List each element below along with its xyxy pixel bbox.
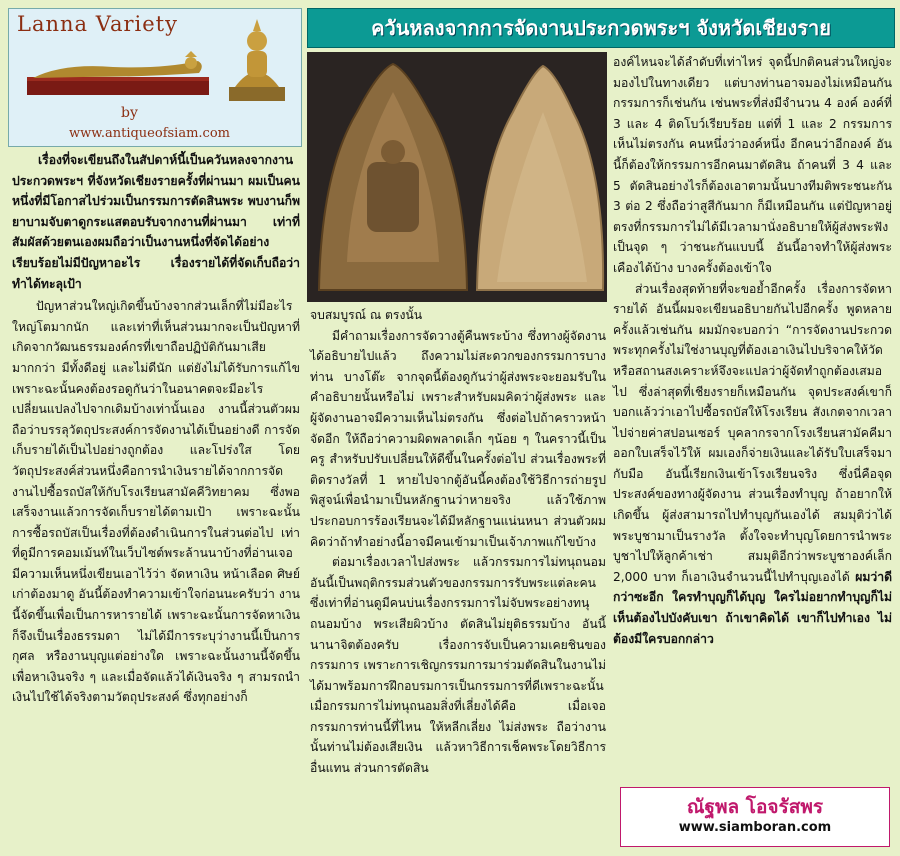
lanna-variety-logo [8, 8, 302, 147]
bold-conclusion: ผมว่าดีกว่าซะอีก ใครทำบุญก็ได้บุญ ใครไม่อยากทำบุญก็ไม่เห็นต้องไปบังคับเขา ถ้าเขาคิดได้ เขาก็ไปทำเอง ไม่ต้องมีใครบอกกล่าว [613, 569, 893, 646]
logo-title: Lanna Variety [17, 12, 178, 36]
seated-buddha-image [223, 17, 291, 103]
paragraph: ต่อมาเรื่องเวลาไปส่งพระ แล้วกรรมการไม่ทนุถนอม อันนี้เป็นพฤติกรรมส่วนตัวของกรรมการรับพระแต่ละคน ซึ่งเท่าที่อ่านดูมีคนบ่นเรื่องกรรมการไม่จับพระอย่างทนุถนอมบ้าง พระเสียผิวบ้าง ตัดสินไม่ยุติธรรมบ้าง อันนี้นานาจิตต้องครับ เรื่องการจับเป็นความเคยชินของกรรมการ เพราะการเชิญกรรมการมาร่วมตัดสินในงานไม่ได้มาพร้อมการฝึกอบรมการเป็นกรรมการที่ดีเพราะฉะนั้นเมื่อกรรมการไม่ทนุถนอมสิ่งที่เลี่ยงได้คือ เมื่อเจอกรรมการท่านนี้ที่ไหน ให้หลีกเลี่ยง ไม่ส่งพระ ถือว่างานนั้นท่านไม่ต้องเสียเงิน แล้วหาวิธีการเช็คพระโดยวิธีการอื่นแทน ส่วนการตัดสิน [310, 555, 606, 776]
paragraph [613, 279, 892, 650]
headline-bar [307, 8, 895, 48]
logo-by: by [121, 105, 138, 121]
lead-paragraph: เรื่องที่จะเขียนถึงในสัปดาห์นี้เป็นควันหลงจากงานประกวดพระฯ ที่จังหวัดเชียงรายครั้งที่ผ่านมา ผมเป็นคนหนึ่งที่มีโอกาสไปร่วมเป็นกรรมการตัดสินพระ พบงานก็พยาบามจับตาดูกระแสตอบรับจากงานที่ผ่านมา เท่าที่สัมผัสด้วยตนเองผมถือว่าเป็นงานหนึ่งที่จัดได้อย่างเรียบร้อยไม่มีปัญหาอะไร เรื่องรายได้ที่จัดเก็บถือว่าทำได้ทะลุเป้า [12, 153, 300, 291]
paragraph: องค์ไหนจะได้ลำดับที่เท่าไหร่ จุดนี้ปกติคนส่วนใหญ่จะมองไปในทางเดียว แต่บางท่านอาจมองไม่เหมือนกัน กรรมการก็เช่นกัน เช่นพระที่ส่งมีจำนวน 4 องค์ องค์ที่ 3 และ 4 ติดโบว์เรียบร้อย แต่ที่ 1 และ 2 กรรมการเห็นไม่ตรงกัน คนหนึ่งว่าองค์หนึ่ง อีกคนว่าอีกองค์ อันนี้ก็ต้องให้กรรมการอีกคนมาตัดสิน ถ้าคนที่ 3 4 และ 5 ตัดสินอย่างไรก็ต้องเอาตามนั้นบางทีมติพระชนะกัน 3 ต่อ 2 ซึ่งถือว่าสูสีกันมาก ก็มีเหมือนกัน แต่ปัญหาอยู่ตรงที่กรรมการไม่ได้มีเวลามานั่งอธิบายให้ผู้ส่งพระฟังเป็นจุด ๆ ว่าชนะกันแบบนี้ อันนี้อาจทำให้ผู้ส่งพระเคืองได้บ้าง บางครั้งต้องเข้าใจ [613, 55, 892, 275]
author-name: ณัฐพล โอจรัสพร [686, 796, 824, 818]
headline: ควันหลงจากการจัดงานประกวดพระฯ จังหวัดเชียงราย [371, 16, 831, 40]
paragraph: ปัญหาส่วนใหญ่เกิดขึ้นบ้างจากส่วนเล็กที่ไม่มีอะไรใหญ่โตมากนัก และเท่าที่เห็นส่วนมากจะเป็นปัญหาที่เกิดจากวัฒนธรรมองค์กรที่เขาถือปฏิบัติกันมาเสียมากกว่า มีทั้งดีอยู่ และไม่ดีนัก แต่ยังไม่ได้รับการแก้ไข เพราะฉะนั้นคงต้องรอดูกันว่าในอนาคตจะมีอะไรเปลี่ยนแปลงไปจากเดิมบ้างเท่านั้นเอง งานนี้ส่วนตัวผมถือว่าบรรลุวัตถุประสงค์การจัดงานได้เป็นอย่างดี การจัดเก็บรายได้เป็นไปอย่างถูกต้อง และโปร่งใส โดยวัตถุประสงค์ส่วนหนึ่งคือการนำเงินรายได้จากการจัดงานไปซื้อรถบัสให้กับโรงเรียนสามัคคีวิทยาคม ซึ่งพอเสร็จงานแล้วการจัดเก็บรายได้ตามเป้า เพราะฉะนั้นการซื้อรถบัสเป็นเรื่องที่ต้องดำเนินการในส่วนต่อไป เท่าที่ดูมีการคอมเม้นท์ในเว็บไซต์พระล้านนาบ้างที่อ่านเจอ มีความเห็นหนึ่งเขียนเอาไว้ว่า จัดหาเงิน หน้าเลือด ศิษย์เก่าต้องมาดู อันนี้ต้องทำความเข้าใจก่อนนะครับว่า งานนี้จัดขึ้นเพื่อเป็นการหารายได้ เพราะฉะนั้นการจัดหาเงินก็จึงเป็นเรื่องธรรมดา ไม่ได้มีการระบุว่างานนี้เป็นการกุศล หรืองานบุญแต่อย่างใด เพราะฉะนั้นงานนี้จัดขึ้นเพื่อหาเงินจริง ๆ และเมื่อจัดแล้วได้เงินจริง ๆ สามรถนำเงินไปใช้ได้จริงตามวัตถุประสงค์ ซึ่งทุกอย่างก็ [12, 299, 300, 705]
column-2 [310, 305, 606, 779]
author-url: www.siamboran.com [678, 820, 832, 835]
paragraph-text: ส่วนเรื่องสุดท้ายที่จะขอย้ำอีกครั้ง เรื่องการจัดหารายได้ อันนี้ผมจะเขียนอธิบายกันไปอีกครั้ง พูดหลายครั้งแล้วเช่นกัน ผมมักจะบอกว่า “การจัดงานประกวดพระทุกครั้งไม่ใช่งานบุญที่ต้องเอาเงินไปบริจาคให้วัด หรือสถานสงเคราะห์จึงจะแปลว่าผู้จัดทำถูกต้องเสมอไป ซึ่งล่าสุดที่เชียงรายก็เหมือนกัน จุดประสงค์เขาก็บอกแล้วว่าเอาไปซื้อรถบัสให้โรงเรียน สังเกตจากเวลาไปจ่ายค่าสปอนเซอร์ บุคลากรจากโรงเรียนสามัคคีมาออกใบเสร็จไว้ให้ ผมเองก็จ่ายเงินและได้รับใบเสร็จมากับมือ อันนี้เรียกเงินเข้าโรงเรียนจริง ซึ่งนี่คือจุดประสงค์ของทางผู้จัดงาน ส่วนเรื่องทำบุญ ถ้าอยากให้เกิดขึ้น ผู้ส่งสามารถไปทำบุญกันเองได้ สมมุติว่าได้พระบูชามาเป็นรางวัล ตั้งใจจะทำบุญโดยการนำพระบูชาไปให้ลูกค้าเช่า สมมุติอีกว่าพระบูชาองค์เล็ก 2,000 บาท ก็เอาเงินจำนวนนี้ไปทำบุญเองได้ [613, 281, 892, 584]
column-1 [12, 150, 300, 708]
reclining-buddha-image [23, 51, 213, 97]
paragraph: มีคำถามเรื่องการจัดวางตู้คืนพระบ้าง ซึ่งทางผู้จัดงานได้อธิบายไปแล้ว ถึงความไม่สะดวกของกรรมการบางท่าน บางโต๊ะ จากจุดนี้ต้องดูกันว่าผู้ส่งพระจะยอมรับในคำอธิบายนั้นหรือไม่ เพราะสำหรับผมคิดว่าผู้ส่งพระ และผู้จัดงานอาจมีความเห็นไม่ตรงกัน ซึ่งต่อไปถ้าคราวหน้าจัดอีก ให้ถือว่าความผิดพลาดเล็ก ๆน้อย ๆ ในคราวนี้เป็นครู สำหรับปรับเปลี่ยนให้ดีขึ้นในครั้งต่อไป ส่วนเรื่องพระที่ติดรางวัลที่ 1 หายไปจากตู้อันนี้คงต้องใช้วิธีการถ่ายรูปพิสูจน์เพื่อนำมาเป็นหลักฐานว่าหายจริง แล้วใช้ภาพประกอบการร้องเรียนจะได้มีหลักฐานแน่นหนา ส่วนตัวผมคิดว่าถ้าทำอย่างนี้อาจมีคนเข้ามาเป็นเจ้าภาพแก้ไขบ้าง [310, 328, 606, 549]
author-signature [620, 787, 890, 847]
paragraph: จบสมบูรณ์ ณ ตรงนั้น [310, 308, 423, 322]
amulet-photo [307, 52, 607, 302]
column-3 [613, 52, 892, 649]
logo-url: www.antiqueofsiam.com [69, 126, 230, 141]
